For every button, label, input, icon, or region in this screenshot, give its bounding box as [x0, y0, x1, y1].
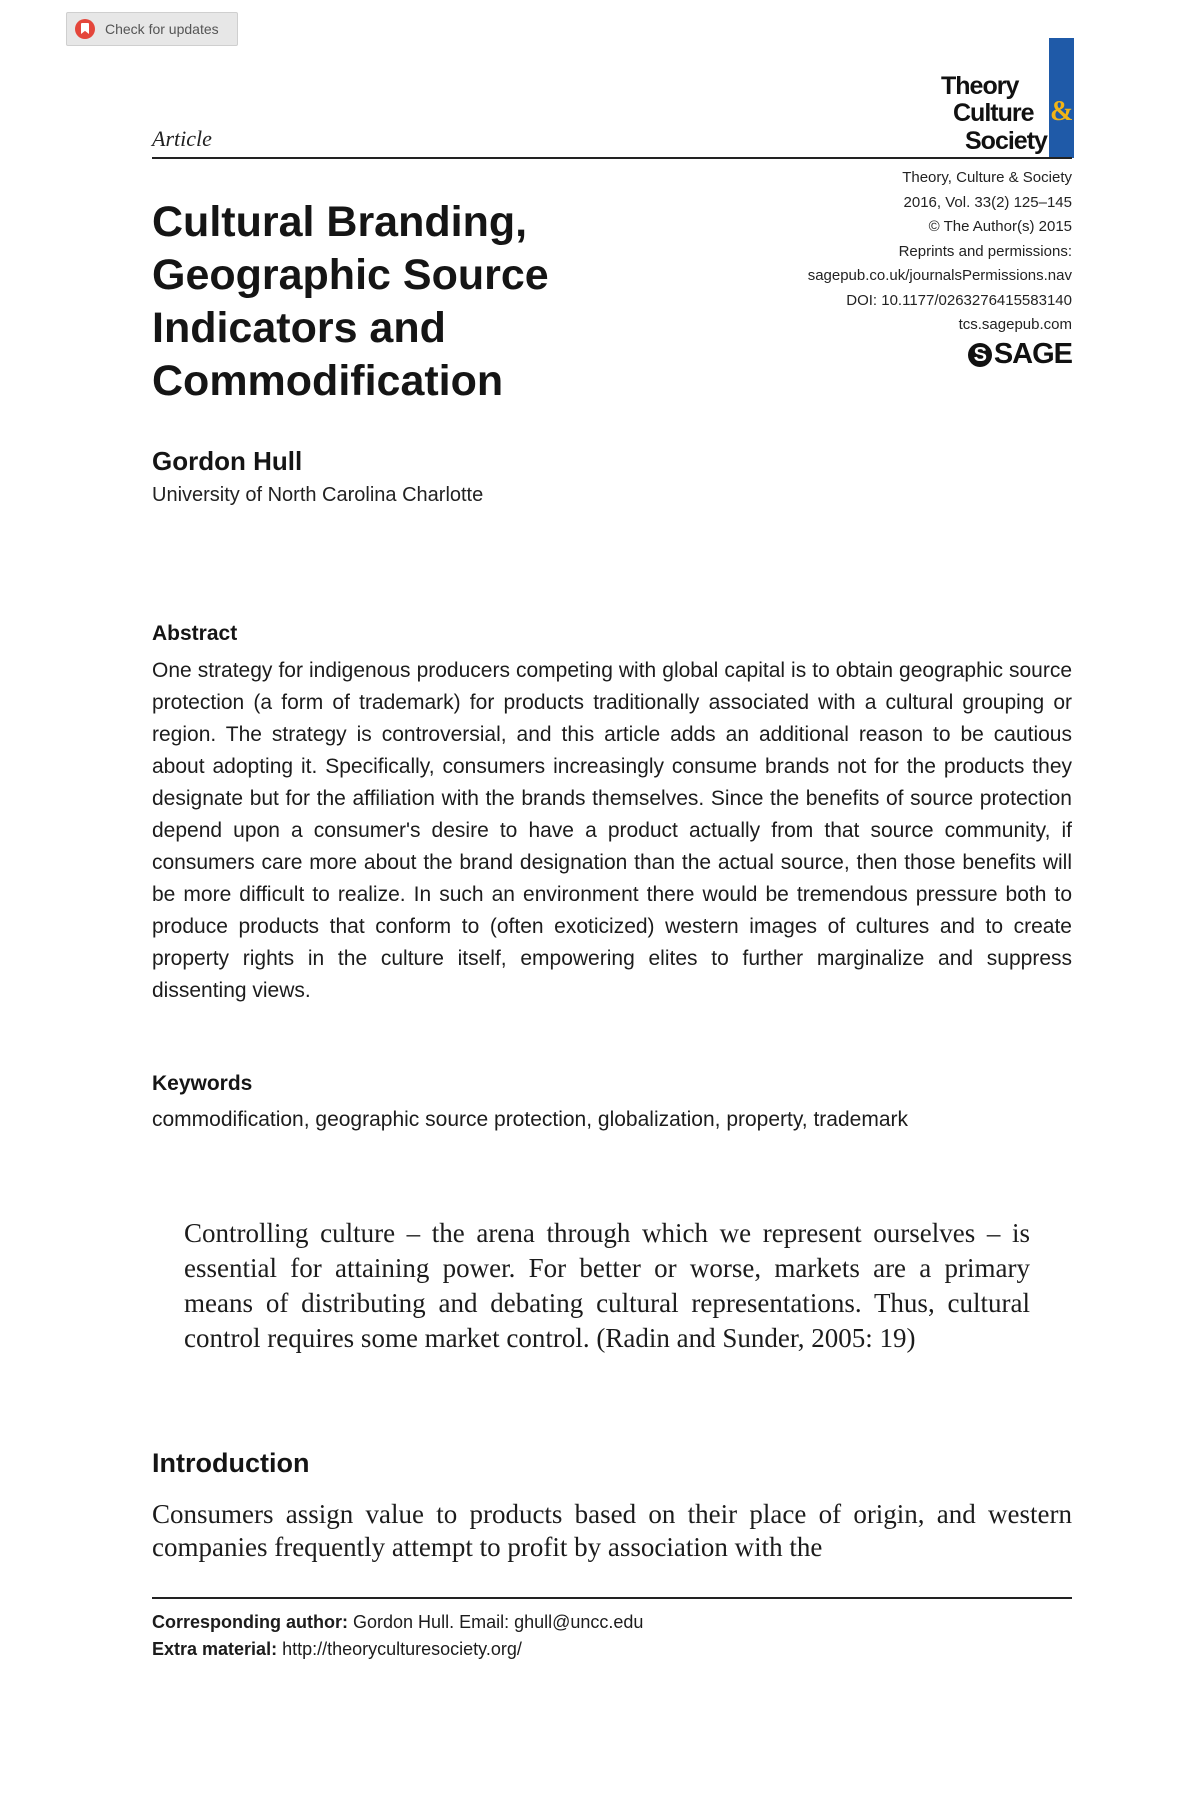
logo-line-1: Theory	[941, 72, 1019, 100]
introduction-heading: Introduction	[152, 1448, 310, 1478]
logo-ampersand: &	[1050, 96, 1074, 127]
publisher-logo	[968, 338, 1072, 371]
extra-material-label: Extra material:	[152, 1639, 278, 1659]
author-affiliation: University of North Carolina Charlotte	[152, 484, 484, 506]
epigraph-quote: Controlling culture – the arena through which we represent ourselves – is essential for attaining power. For better or worse, markets are a primary means of distributing and debating cultural representations. Thus, cultural control requires some market control. (Radin and Sunder, 2005: 19)	[184, 1218, 1030, 1353]
bookmark-icon	[75, 19, 95, 39]
header-divider	[152, 157, 1072, 159]
corresponding-author-label: Corresponding author:	[152, 1612, 348, 1632]
logo-line-3: Society	[965, 127, 1047, 155]
sage-mark-icon: S	[968, 343, 992, 367]
logo-line-2: Culture	[953, 99, 1034, 127]
abstract-text: One strategy for indigenous producers competing with global capital is to obtain geographic source protection (a form of trademark) for products traditionally associated with a cultural grouping or region. The strategy is controversial, and this article adds an additional reason to be cautious about adopting it. Specifically, consumers increasingly consume brands not for the products they designate but for the affiliation with the brands themselves. Since the benefits of source protection depend upon a consumer's desire to have a product actually from that source community, if consumers care more about the brand designation than the actual source, then those benefits will be more difficult to realize. In such an environment there would be tremendous pressure both to produce products that conform to (often exoticized) western images of cultures and to create property rights in the culture itself, empowering elites to further marginalize and suppress dissenting views.	[152, 659, 1072, 1002]
article-type-label: Article	[152, 126, 212, 151]
footnote-divider	[152, 1597, 1072, 1599]
keywords-text: commodification, geographic source protection, globalization, property, trademark	[152, 1108, 908, 1131]
article-title: Cultural Branding, Geographic Source Indicators and Commodification	[152, 198, 549, 405]
meta-copyright: © The Author(s) 2015	[928, 218, 1072, 235]
meta-reprints-link[interactable]: sagepub.co.uk/journalsPermissions.nav	[807, 267, 1072, 284]
check-for-updates-label: Check for updates	[105, 21, 219, 37]
extra-material-note	[152, 1636, 1072, 1662]
abstract-heading: Abstract	[152, 622, 238, 645]
introduction-text: Consumers assign value to products based on their place of origin, and western companies frequently attempt to profit by association with the	[152, 1499, 1072, 1562]
extra-material-link[interactable]: http://theoryculturesociety.org/	[282, 1639, 522, 1659]
check-for-updates-button[interactable]	[66, 12, 238, 46]
author-name: Gordon Hull	[152, 446, 303, 476]
meta-reprints: Reprints and permissions:	[898, 242, 1072, 260]
article-metadata	[652, 166, 1072, 338]
keywords-heading: Keywords	[152, 1072, 253, 1095]
meta-site-link[interactable]: tcs.sagepub.com	[958, 316, 1072, 333]
meta-journal: Theory, Culture & Society	[902, 169, 1072, 186]
corresponding-author-note	[152, 1609, 1072, 1635]
sage-logo-text: SAGE	[993, 338, 1072, 370]
meta-volume: 2016, Vol. 33(2) 125–145	[903, 193, 1072, 211]
corresponding-author-text[interactable]: Gordon Hull. Email: ghull@uncc.edu	[353, 1612, 644, 1632]
meta-doi[interactable]: DOI: 10.1177/0263276415583140	[846, 291, 1072, 309]
journal-logo	[935, 38, 1075, 158]
